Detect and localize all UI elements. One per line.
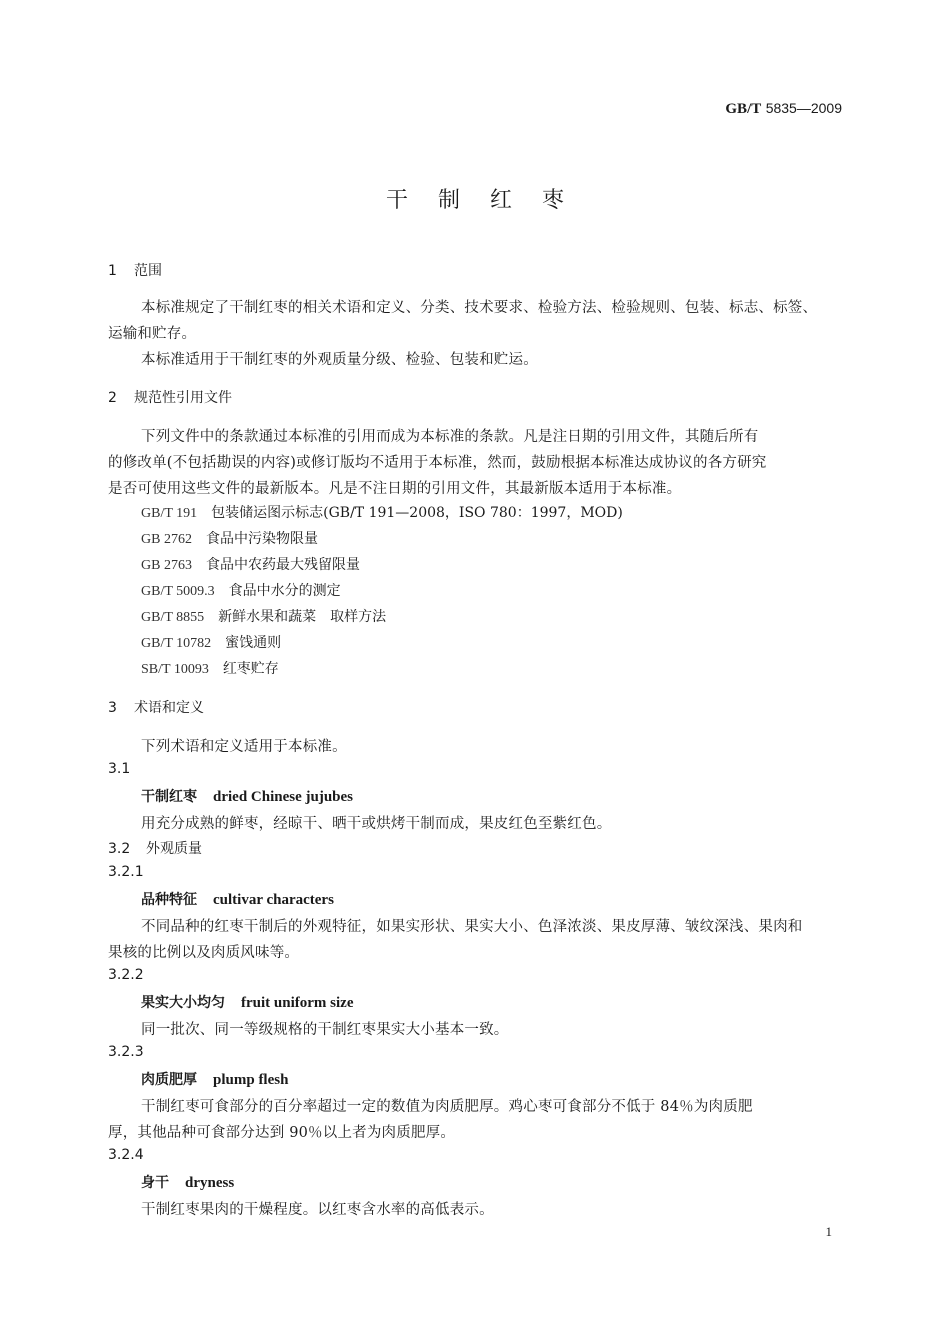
reference-title: 食品中污染物限量 [205, 531, 318, 547]
term-3-1: 干制红枣 dried Chinese jujubes [141, 789, 354, 805]
section-1-heading: 1 范围 [108, 263, 162, 279]
reference-title: 红枣贮存 [222, 661, 279, 677]
reference-title: 包装储运图示标志(GB/T 191—2008，ISO 780：1997，MOD) [211, 505, 623, 521]
section-2-heading: 2 规范性引用文件 [108, 390, 232, 406]
definition-3-2-3-line-1: 干制红枣可食部分的百分率超过一定的数值为肉质肥厚。鸡心枣可食部分不低于 84％为肉质肥 [141, 1099, 753, 1115]
reference-item [141, 528, 318, 548]
reference-code: GB/T 8855 [141, 610, 205, 625]
clause-number-3-2-4: 3.2.4 [108, 1147, 144, 1163]
standard-number: 5835—2009 [765, 100, 842, 116]
reference-item [141, 580, 341, 600]
document-title: 干制红枣 [385, 188, 594, 213]
section-1-para-1-line-2: 运输和贮存。 [108, 326, 197, 342]
term-3-2-3: 肉质肥厚 plump flesh [141, 1072, 289, 1088]
reference-code: SB/T 10093 [141, 662, 209, 677]
reference-code: GB/T 10782 [141, 636, 212, 651]
section-1-para-2: 本标准适用于干制红枣的外观质量分级、检验、包装和贮运。 [141, 352, 538, 368]
definition-3-2-1-line-2: 果核的比例以及肉质风味等。 [108, 945, 300, 961]
reference-code: GB/T 191 [141, 506, 198, 521]
standard-prefix: GB/T [725, 101, 762, 117]
term-3-2-1: 品种特征 cultivar characters [141, 892, 334, 908]
term-3-2-2: 果实大小均匀 fruit uniform size [141, 995, 354, 1011]
standard-code [725, 100, 842, 118]
clause-number-3-2-3: 3.2.3 [108, 1044, 144, 1060]
clause-number-3-2-1: 3.2.1 [108, 864, 144, 880]
term-3-2-4: 身干 dryness [141, 1175, 235, 1191]
reference-code: GB 2763 [141, 558, 192, 573]
reference-item [141, 632, 281, 652]
section-2-para-line-3: 是否可使用这些文件的最新版本。凡是不注日期的引用文件，其最新版本适用于本标准。 [108, 481, 682, 497]
definition-3-2-2: 同一批次、同一等级规格的干制红枣果实大小基本一致。 [141, 1022, 509, 1038]
reference-item [141, 502, 623, 522]
reference-item [141, 658, 279, 678]
section-3-heading: 3 术语和定义 [108, 700, 204, 716]
reference-item [141, 606, 386, 626]
definition-3-2-1-line-1: 不同品种的红枣干制后的外观特征，如果实形状、果实大小、色泽浓淡、果皮厚薄、皱纹深浅、果肉和 [141, 919, 803, 935]
clause-number-3-1: 3.1 [108, 761, 131, 777]
reference-title: 食品中农药最大残留限量 [205, 557, 360, 573]
reference-item [141, 554, 360, 574]
definition-3-2-3-line-2: 厚，其他品种可食部分达到 90％以上者为肉质肥厚。 [108, 1125, 456, 1141]
section-2-para-line-2: 的修改单(不包括勘误的内容)或修订版均不适用于本标准，然而，鼓励根据本标准达成协议的各方研究 [108, 455, 767, 471]
section-3-intro: 下列术语和定义适用于本标准。 [141, 739, 347, 755]
reference-code: GB/T 5009.3 [141, 584, 215, 599]
section-2-para-line-1: 下列文件中的条款通过本标准的引用而成为本标准的条款。凡是注日期的引用文件，其随后所有 [141, 429, 759, 445]
reference-title: 蜜饯通则 [225, 635, 282, 651]
page-number: 1 [825, 1224, 832, 1239]
definition-3-2-4: 干制红枣果肉的干燥程度。以红枣含水率的高低表示。 [141, 1202, 494, 1218]
definition-3-1: 用充分成熟的鲜枣，经晾干、晒干或烘烤干制而成，果皮红色至紫红色。 [141, 816, 612, 832]
clause-number-3-2-2: 3.2.2 [108, 967, 144, 983]
clause-3-2-heading: 3.2 外观质量 [108, 841, 202, 857]
section-1-para-1-line-1: 本标准规定了干制红枣的相关术语和定义、分类、技术要求、检验方法、检验规则、包装、标志、标签、 [141, 300, 818, 316]
reference-title: 食品中水分的测定 [228, 583, 341, 599]
reference-title: 新鲜水果和蔬菜 取样方法 [218, 609, 387, 625]
reference-code: GB 2762 [141, 532, 192, 547]
